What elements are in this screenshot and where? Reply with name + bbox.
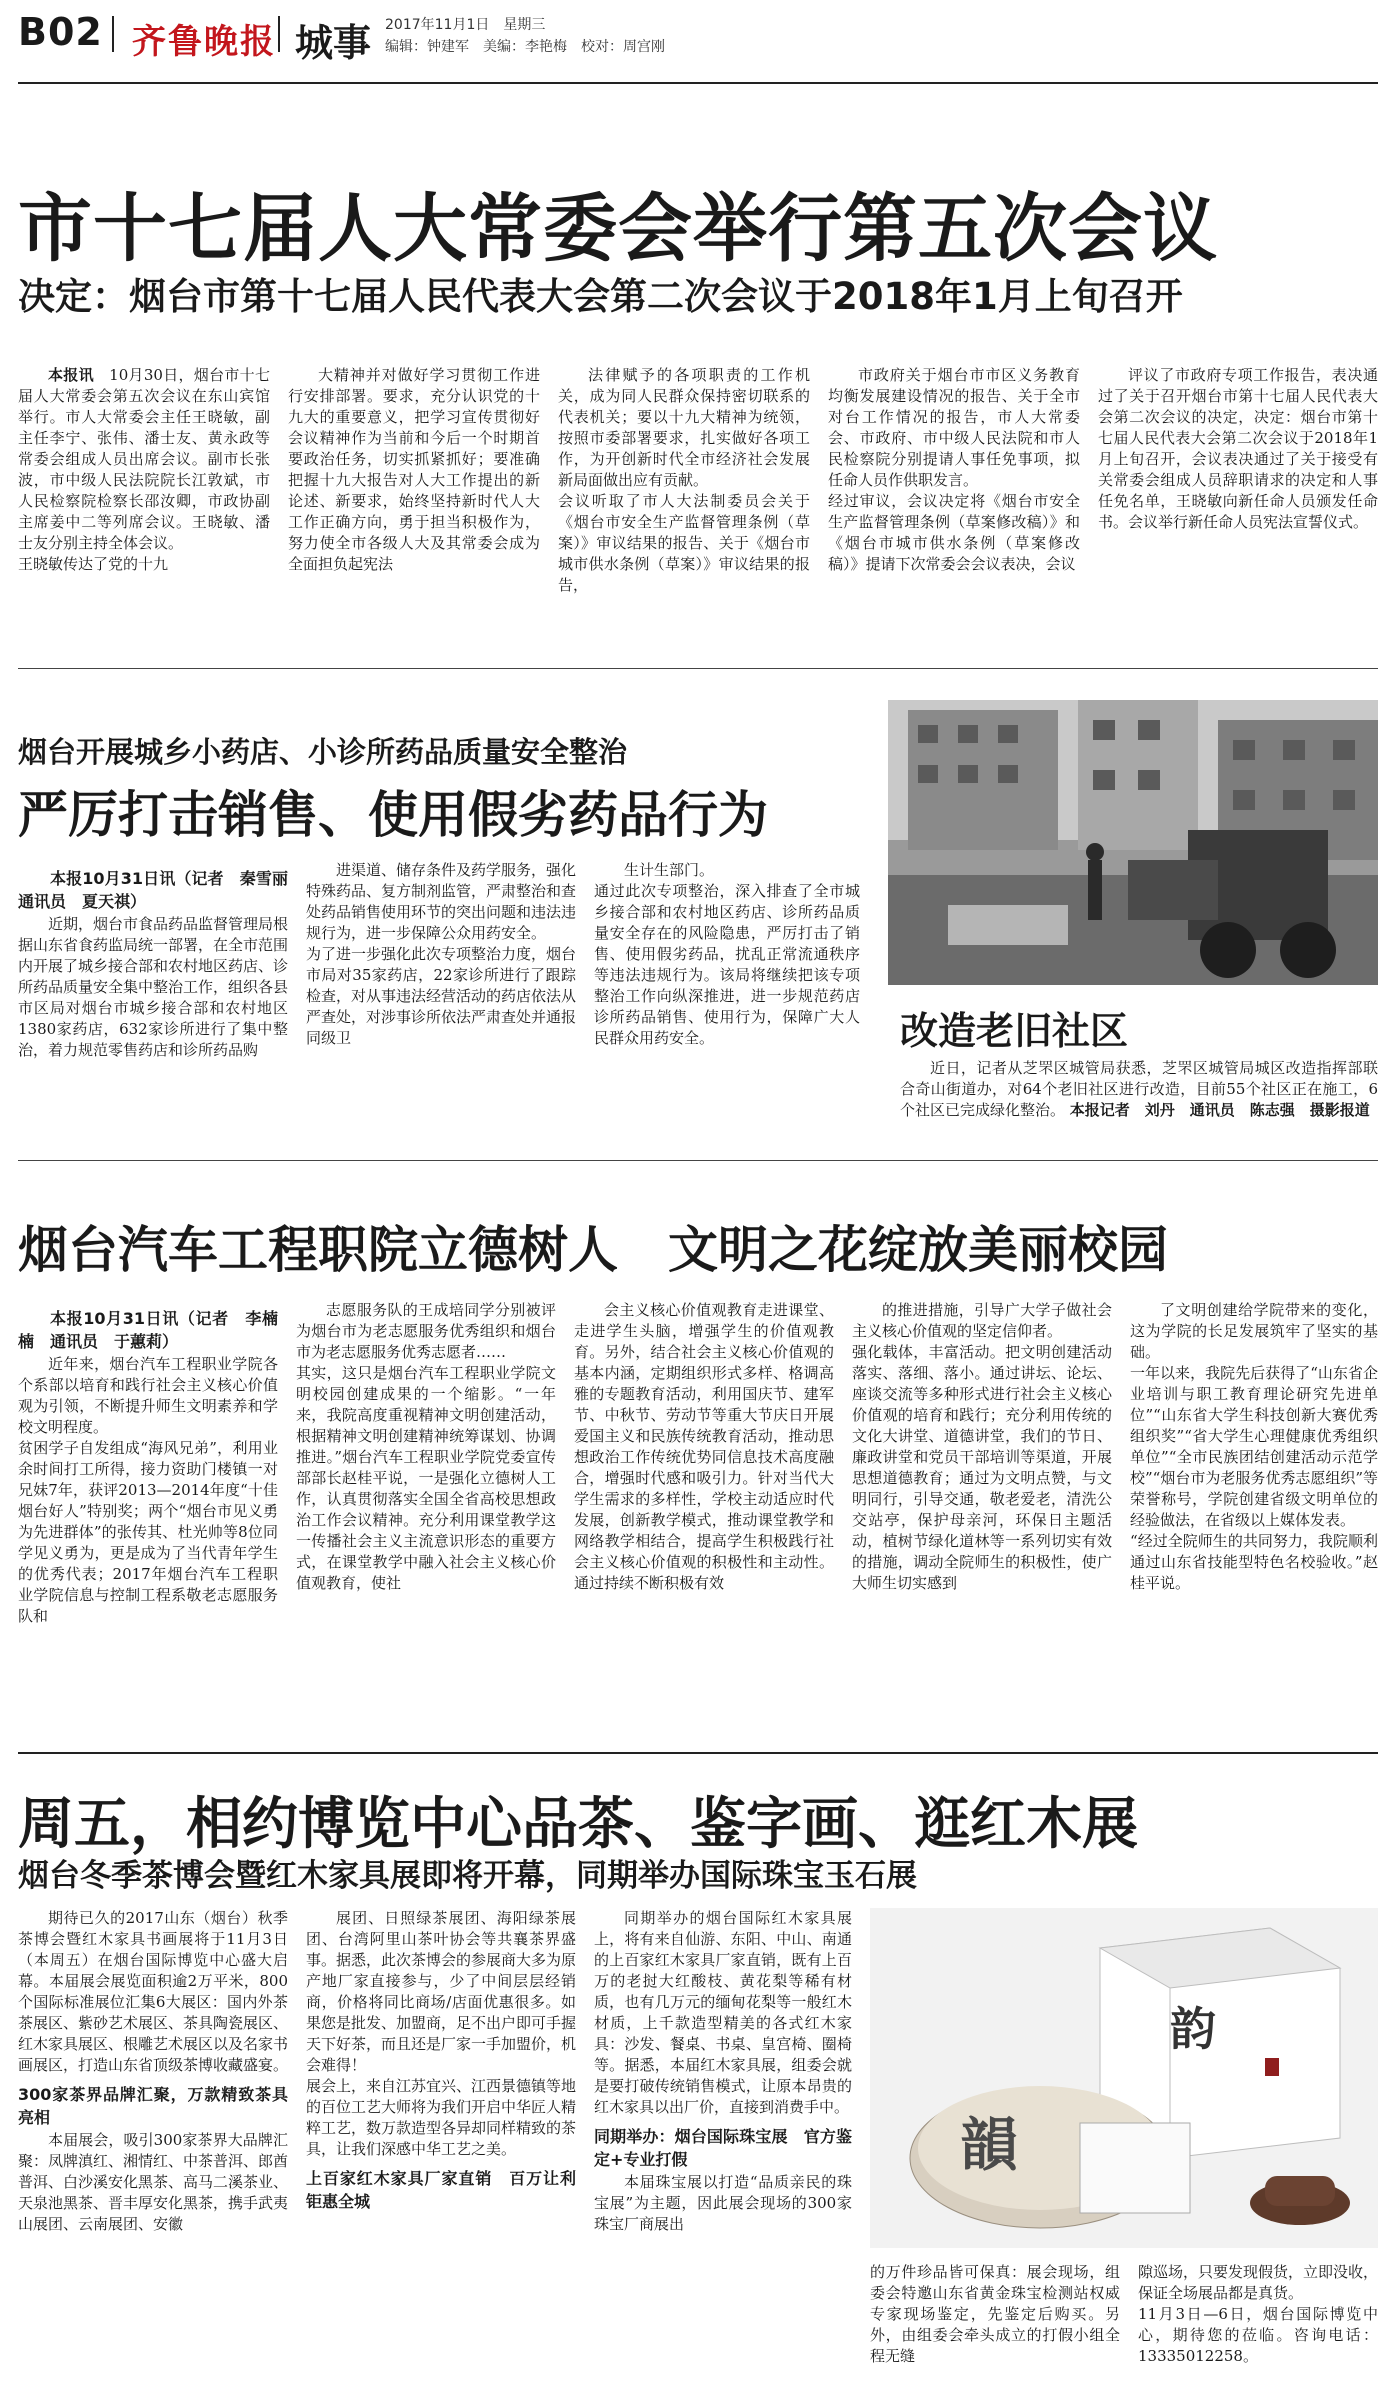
story3-text-3: 会主义核心价值观教育走进课堂、走进学生头脑，增强学生的价值观教育。另外，结合社会主义核心价值观的基本内涵，定期组织形式多样、格调高雅的专题教育活动，利用国庆节、建军节、中秋节、劳动节等重大节庆日开展爱国主义和民族传统教育活动，推动思想政治工作传统优势同信息技术高度融合，增强时代感和吸引力。针对当代大学生需求的多样性，学校主动适应时代发展，创新教学模式，推动课堂教学和网络教学相结合，提高学生积极践行社会主义核心价值观的积极性和主动性。通过持续不断积极有效 <box>574 1301 834 1592</box>
photo1-caption <box>900 1058 1378 1148</box>
story1-byline: 本报讯 <box>48 366 94 384</box>
story4-subhead-tea: 300家茶界品牌汇聚，万款精致茶具亮相 <box>18 2085 288 2127</box>
story1-text-4: 市政府关于烟台市市区义务教育均衡发展建设情况的报告、关于全市对台工作情况的报告，市人大常委会、市政府、市中级人民法院和市人民检察院分别提请人事任免事项，拟任命人员作供职发言。 经过审议，会议决定将《烟台市安全生产监督管理条例（草案修改稿）》和《烟台市城市供水条例（草案修改稿）》提请下次常委会会议表决，会议 <box>828 366 1080 573</box>
tea-product-photo <box>870 1908 1378 2248</box>
story4-text-2: 展团、日照绿茶展团、海阳绿茶展团、台湾阿里山茶叶协会等共襄茶界盛事。据悉，此次茶博会的参展商大多为原产地厂家直接参与，少了中间层层经销商，价格将同比商场/店面优惠很多。如果您是批发、加盟商，足不出户即可手握天下好茶，而且还是厂家一手加盟价，机会难得！ 展会上，来自江苏宜兴、江西景德镇等地的百位工艺大师将为我们开启中华匠人精粹工艺，数万款造型各异却同样精致的茶具，让我们深感中华工艺之美。 <box>306 1909 577 2158</box>
photo-illustration <box>888 700 1378 985</box>
story1-text-3: 法律赋予的各项职责的工作机关，成为同人民群众保持密切联系的代表机关；要以十九大精神为统领，按照市委部署要求，扎实做好各项工作，为开创新时代全市经济社会发展新局面做出应有贡献。 会议听取了市人大法制委员会关于《烟台市安全生产监督管理条例（草案）》审议结果的报告、关于《烟台市城市供水条例（草案）》审议结果的报告， <box>558 366 810 594</box>
story2-kicker: 烟台开展城乡小药店、小诊所药品质量安全整治 <box>18 735 628 769</box>
photo-illustration <box>870 1908 1378 2248</box>
story4-subheadline: 烟台冬季茶博会暨红木家具展即将开幕，同期举办国际珠宝玉石展 <box>18 1858 917 1894</box>
story4-column-2 <box>306 1908 576 2388</box>
story4-column-3 <box>594 1908 852 2388</box>
story4-subhead-jewelry: 同期举办：烟台国际珠宝展 官方鉴定+专业打假 <box>594 2127 852 2169</box>
header-divider <box>278 16 280 52</box>
section-divider <box>18 668 1378 669</box>
story3-column-1 <box>18 1300 278 1720</box>
issue-date: 2017年11月1日 星期三 <box>385 17 546 33</box>
story4-text-5: 隙巡场，只要发现假货，立即没收，保证全场展品都是真货。 11月3日—6日，烟台国际博览中心，期待您的莅临。咨询电话：13335012258。 <box>1138 2263 1379 2365</box>
story2-byline: 本报10月31日讯（记者 秦雪丽 通讯员 夏天祺） <box>18 869 305 911</box>
story1-text-1: 10月30日，烟台市十七届人大常委会第五次会议在东山宾馆举行。市人大常委会主任王晓敏，副主任李宁、张伟、潘士友、黄永政等常委会组成人员出席会议。副市长张波，市中级人民法院院长江敦斌，市人民检察院检察长邵汝卿，市政协副主席姜中二等列席会议。王晓敏、潘士友分别主持全体会议。 王晓敏传达了党的十九 <box>18 366 270 573</box>
story3-column-3 <box>574 1300 834 1720</box>
newspaper-logo: 齐鲁晚报 <box>132 22 276 62</box>
section-divider <box>18 1160 1378 1161</box>
section-title: 城事 <box>295 21 372 65</box>
story3-text-4: 的推进措施，引导广大学子做社会主义核心价值观的坚定信仰者。 强化载体，丰富活动。把文明创建活动落实、落细、落小。通过讲坛、论坛、座谈交流等多种形式进行社会主义核心价值观的培育和践行；充分利用传统的文化大讲堂、道德讲堂，我们的节日、廉政讲堂和党员干部培训等渠道，开展思想道德教育；通过为文明点赞，与文明同行，引导交通，敬老爱老，清洗公交站亭，保护母亲河，环保日主题活动，植树节绿化道林等一系列切实有效的措施，调动全院师生的积极性，使广大师生切实感到 <box>852 1301 1112 1592</box>
section-divider <box>18 1752 1378 1754</box>
tea-box-logo: 韵 <box>1170 2002 1216 2056</box>
story4-text-1b: 本届展会，吸引300家茶界大品牌汇聚：凤牌滇红、湘情红、中茶普洱、郎酋普洱、白沙溪安化黑茶、高马二溪茶业、天泉池黑茶、晋丰厚安化黑茶，携手武夷山展团、云南展团、安徽 <box>18 2131 289 2233</box>
story1-column-3 <box>558 365 810 655</box>
story1-headline: 市十七届人大常委会举行第五次会议 <box>18 186 1218 272</box>
photo1-caption-text: 近日，记者从芝罘区城管局获悉，芝罘区城管局城区改造指挥部联合奇山街道办，对64个老旧社区进行改造，目前55个社区正在施工，6个社区已完成绿化整治。 <box>900 1059 1378 1119</box>
story2-text-2: 进渠道、储存条件及药学服务，强化特殊药品、复方制剂监管，严肃整治和查处药品销售使用环节的突出问题和违法违规行为，进一步保障公众用药安全。 为了进一步强化此次专项整治力度，烟台市局对35家药店，22家诊所进行了跟踪检查，对从事违法经营活动的药店依法从严查处，对涉事诊所依法严肃查处并通报同级卫 <box>306 861 577 1047</box>
story4-text-3: 同期举办的烟台国际红木家具展上，将有来自仙游、东阳、中山、南通的上百家红木家具厂家直销，既有上百万的老挝大红酸枝、黄花梨等稀有材质，也有几万元的缅甸花梨等一般红木材质，上千款造型精美的各式红木家具：沙发、餐桌、书桌、皇宫椅、圈椅等。据悉，本届红木家具展，组委会就是要打破传统销售模式，让原本昂贵的红木家具以出厂价，直接到消费手中。 <box>594 1909 852 2116</box>
story2-column-2 <box>306 860 576 1130</box>
story1-text-5: 评议了市政府专项工作报告，表决通过了关于召开烟台市第十七届人民代表大会第二次会议的决定，决定：烟台市第十七届人民代表大会第二次会议于2018年1月上旬召开，会议表决通过了关于接受有关常委会组成人员辞职请求的决定和人事任免名单，王晓敏向新任命人员颁发任命书。会议举行新任命人员宪法宣誓仪式。 <box>1098 366 1378 531</box>
story1-subheadline: 决定：烟台市第十七届人民代表大会第二次会议于2018年1月上旬召开 <box>18 275 1183 318</box>
story3-column-2 <box>296 1300 556 1720</box>
story1-column-4 <box>828 365 1080 655</box>
story4-headline: 周五，相约博览中心品茶、鉴字画、逛红木展 <box>18 1792 1138 1857</box>
story3-column-4 <box>852 1300 1112 1720</box>
photo1-caption-title: 改造老旧社区 <box>900 1009 1129 1053</box>
story4-column-5 <box>1138 2262 1378 2388</box>
story4-column-1 <box>18 1908 288 2388</box>
story2-column-3 <box>594 860 860 1130</box>
story3-text-1: 近年来，烟台汽车工程职业学院各个系部以培育和践行社会主义核心价值观为引领，不断提升师生文明素养和学校文明程度。 贫困学子自发组成“海风兄弟”，利用业余时间打工所得，接力资助门楼镇一对兄妹7年，获评2013—2014年度“十佳烟台好人”特别奖；两个“烟台市见义勇为先进群体”的张传其、杜光帅等8位同学见义勇为，更是成为了当代青年学生的优秀代表；2017年烟台汽车工程职业学院信息与控制工程系敬老志愿服务队和 <box>18 1355 278 1625</box>
story1-text-2: 大精神并对做好学习贯彻工作进行安排部署。要求，充分认识党的十九大的重要意义，把学习宣传贯彻好会议精神作为当前和今后一个时期首要政治任务，切实抓紧抓好；要准确把握十九大报告对人大工作提出的新论述、新要求，始终坚持新时代人大工作正确方向，勇于担当积极作为，努力使全市各级人大及其常委会成为全面担负起宪法 <box>288 366 540 573</box>
story3-headline: 烟台汽车工程职院立德树人 文明之花绽放美丽校园 <box>18 1221 1168 1279</box>
header-divider <box>112 16 114 52</box>
story3-text-5: 了文明创建给学院带来的变化，这为学院的长足发展筑牢了坚实的基础。 一年以来，我院先后获得了“山东省企业培训与职工教育理论研究先进单位”“山东省大学生科技创新大赛优秀组织奖”“省大学生心理健康优秀组织单位”“全市民族团结创建活动示范学校”“烟台市为老服务优秀志愿组织”等荣誉称号，学院创建省级文明单位的经验做法，在省级以上媒体发表。 “经过全院师生的共同努力，我院顺利通过山东省技能型特色名校验收。”赵桂平说。 <box>1130 1301 1379 1592</box>
story3-text-2: 志愿服务队的王成培同学分别被评为烟台市为老志愿服务优秀组织和烟台市为老志愿服务优秀志愿者…… 其实，这只是烟台汽车工程职业学院文明校园创建成果的一个缩影。“一年来，我院高度重视精神文明创建活动，根据精神文明创建精神统筹谋划、协调推进。”烟台汽车工程职业学院党委宣传部部长赵桂平说，一是强化立德树人工作，认真贯彻落实全国全省高校思想政治工作会议精神。充分利用课堂教学这一传播社会主义主流意识形态的重要方式，在课堂教学中融入社会主义核心价值观教育，使社 <box>296 1301 556 1592</box>
story4-subhead-furniture: 上百家红木家具厂家直销 百万让利钜惠全城 <box>306 2169 576 2211</box>
tea-cake-logo: 韻 <box>960 2111 1019 2179</box>
story2-headline: 严厉打击销售、使用假劣药品行为 <box>18 786 768 844</box>
story2-text-3: 生计生部门。 通过此次专项整治，深入排查了全市城乡接合部和农村地区药店、诊所药品质量安全存在的风险隐患，严厉打击了销售、使用假劣药品，扰乱正常流通秩序等违法违规行为。该局将继续把该专项整治工作向纵深推进，进一步规范药店诊所药品销售、使用行为，保障广大人民群众用药安全。 <box>594 861 860 1047</box>
story4-column-4 <box>870 2262 1120 2388</box>
story2-text-1: 近期，烟台市食品药品监督管理局根据山东省食药监局统一部署，在全市范围内开展了城乡接合部和农村地区药店、诊所药品质量安全集中整治工作，组织各县市区局对烟台市城乡接合部和农村地区1380家药店，632家诊所进行了集中整治，着力规范零售药店和诊所药品购 <box>18 915 289 1059</box>
page-number: B02 <box>18 10 103 54</box>
staff-credits: 编辑：钟建军 美编：李艳梅 校对：周宫刚 <box>385 39 665 55</box>
story3-byline: 本报10月31日讯（记者 李楠楠 通讯员 于蕙莉） <box>18 1309 278 1351</box>
community-renovation-photo <box>888 700 1378 985</box>
story4-text-4: 的万件珍品皆可保真：展会现场，组委会特邀山东省黄金珠宝检测站权威专家现场鉴定，先鉴定后购买。另外，由组委会牵头成立的打假小组全程无缝 <box>870 2263 1120 2365</box>
story1-column-2 <box>288 365 540 655</box>
story2-column-1 <box>18 860 305 1130</box>
story3-column-5 <box>1130 1300 1378 1720</box>
header-meta <box>385 14 665 58</box>
header-rule <box>18 82 1378 84</box>
story4-text-1: 期待已久的2017山东（烟台）秋季茶博会暨红木家具书画展将于11月3日（本周五）在烟台国际博览中心盛大启幕。本届展会展览面积逾2万平米，800个国际标准展位汇集6大展区：国内外茶茶展区、紫砂艺术展区、茶具陶瓷展区、红木家具展区、根雕艺术展区以及名家书画展区，打造山东省顶级茶博收藏盛宴。 <box>18 1909 289 2074</box>
story1-column-1 <box>18 365 270 655</box>
story1-column-5 <box>1098 365 1378 655</box>
photo1-credit: 本报记者 刘丹 通讯员 陈志强 摄影报道 <box>1069 1101 1370 1119</box>
story4-text-3b: 本届珠宝展以打造“品质亲民的珠宝展”为主题，因此展会现场的300家珠宝厂商展出 <box>594 2173 852 2233</box>
